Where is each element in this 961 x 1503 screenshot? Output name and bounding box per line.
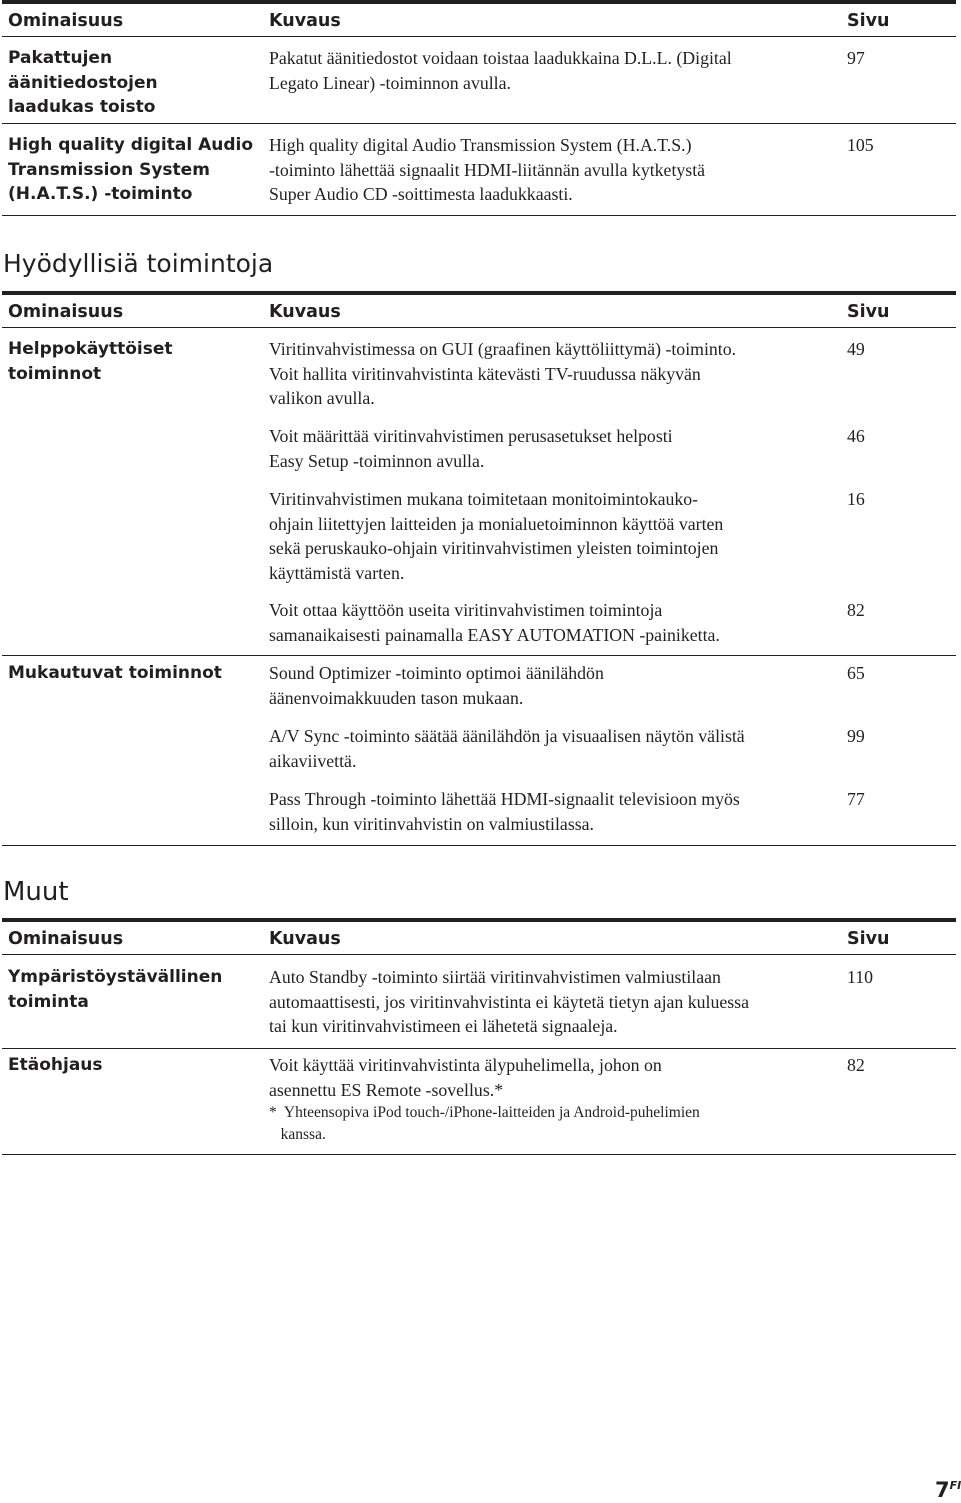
section-heading-other: Muut	[3, 877, 69, 907]
table-header	[2, 291, 956, 328]
table-row	[2, 124, 956, 216]
feature-name: Mukautuvat toiminnot	[8, 663, 222, 683]
feature-description: Voit käyttää viritinvahvistinta älypuhelimella, johon on asennettu ES Remote -sovellus.*	[269, 1055, 662, 1100]
header-description: Kuvaus	[269, 929, 341, 949]
header-page: Sivu	[847, 11, 890, 31]
feature-name: Etäohjaus	[8, 1055, 103, 1075]
feature-name: Helppokäyttöiset toiminnot	[8, 339, 173, 384]
table-row	[2, 37, 956, 124]
header-description: Kuvaus	[269, 302, 341, 322]
header-page: Sivu	[847, 929, 890, 949]
header-feature: Ominaisuus	[8, 302, 124, 322]
page-number: $7^{FI}$	[935, 1478, 961, 1502]
features-table-3	[2, 918, 956, 1155]
feature-description: Voit ottaa käyttöön useita viritinvahvistimen toimintoja samanaikaisesti painamalla EASY AUTOMATION -painiketta.	[269, 600, 720, 645]
feature-description: Pakatut äänitiedostot voidaan toistaa laadukkaina D.L.L. (Digital Legato Linear) -toiminnon avulla.	[269, 48, 732, 93]
page-reference: 97	[847, 48, 865, 68]
table-header	[2, 918, 956, 955]
feature-name: Ympäristöystävällinen toiminta	[8, 967, 223, 1012]
header-feature: Ominaisuus	[8, 929, 124, 949]
table-row	[2, 328, 956, 656]
page-reference: 99	[847, 726, 865, 746]
feature-description: A/V Sync -toiminto säätää äänilähdön ja visuaalisen näytön välistä aikaviivettä.	[269, 726, 745, 771]
section-heading-useful-functions: Hyödyllisiä toimintoja	[3, 249, 274, 278]
page-reference: 16	[847, 489, 865, 509]
page-reference: 46	[847, 426, 865, 446]
feature-description: Auto Standby -toiminto siirtää viritinvahvistimen valmiustilaan automaattisesti, jos viritinvahvistinta ei käytetä tietyn ajan kuluessa tai kun viritinvahvistimeen ei lähetetä signaaleja.	[269, 967, 749, 1036]
feature-description: High quality digital Audio Transmission System (H.A.T.S.) -toiminto lähettää signaalit HDMI-liitännän avulla kytketystä Super Audio CD -soittimesta laadukkaasti.	[269, 135, 706, 204]
page-reference: 82	[847, 1055, 865, 1075]
feature-description: Sound Optimizer -toiminto optimoi äänilähdön äänenvoimakkuuden tason mukaan.	[269, 663, 604, 708]
feature-description: Pass Through -toiminto lähettää HDMI-signaalit televisioon myös silloin, kun viritinvahvistin on valmiustilassa.	[269, 789, 740, 834]
header-feature: Ominaisuus	[8, 11, 124, 31]
feature-description: Viritinvahvistimessa on GUI (graafinen käyttöliittymä) -toiminto. Voit hallita viritinvahvistinta kätevästi TV-ruudussa näkyvän valikon avulla.	[269, 339, 737, 408]
page-reference: 49	[847, 339, 865, 359]
table-row	[2, 656, 956, 846]
feature-name: Pakattujen äänitiedostojen laadukas toisto	[8, 48, 158, 117]
features-table-1	[2, 0, 956, 216]
page-reference: 110	[847, 967, 874, 987]
feature-name: High quality digital Audio Transmission System (H.A.T.S.) -toiminto	[8, 135, 254, 204]
feature-description: Voit määrittää viritinvahvistimen perusasetukset helposti Easy Setup -toiminnon avulla.	[269, 426, 673, 471]
table-header	[2, 0, 956, 37]
language-code: FI	[949, 1479, 961, 1492]
page-reference: 82	[847, 600, 865, 620]
footnote: * Yhteensopiva iPod touch-/iPhone-laitteiden ja Android-puhelimien kanssa.	[269, 1104, 700, 1143]
header-description: Kuvaus	[269, 11, 341, 31]
page-reference: 105	[847, 135, 874, 155]
table-row	[2, 955, 956, 1049]
feature-description: Viritinvahvistimen mukana toimitetaan monitoimintokauko- ohjain liitettyjen laitteiden ja monialuetoiminnon käyttöä varten sekä peruskauko-ohjain viritinvahvistimen yleisten toimintojen käyttämistä varten.	[269, 489, 724, 583]
page-reference: 77	[847, 789, 865, 809]
table-row	[2, 1049, 956, 1155]
features-table-2	[2, 291, 956, 846]
page-reference: 65	[847, 663, 865, 683]
header-page: Sivu	[847, 302, 890, 322]
